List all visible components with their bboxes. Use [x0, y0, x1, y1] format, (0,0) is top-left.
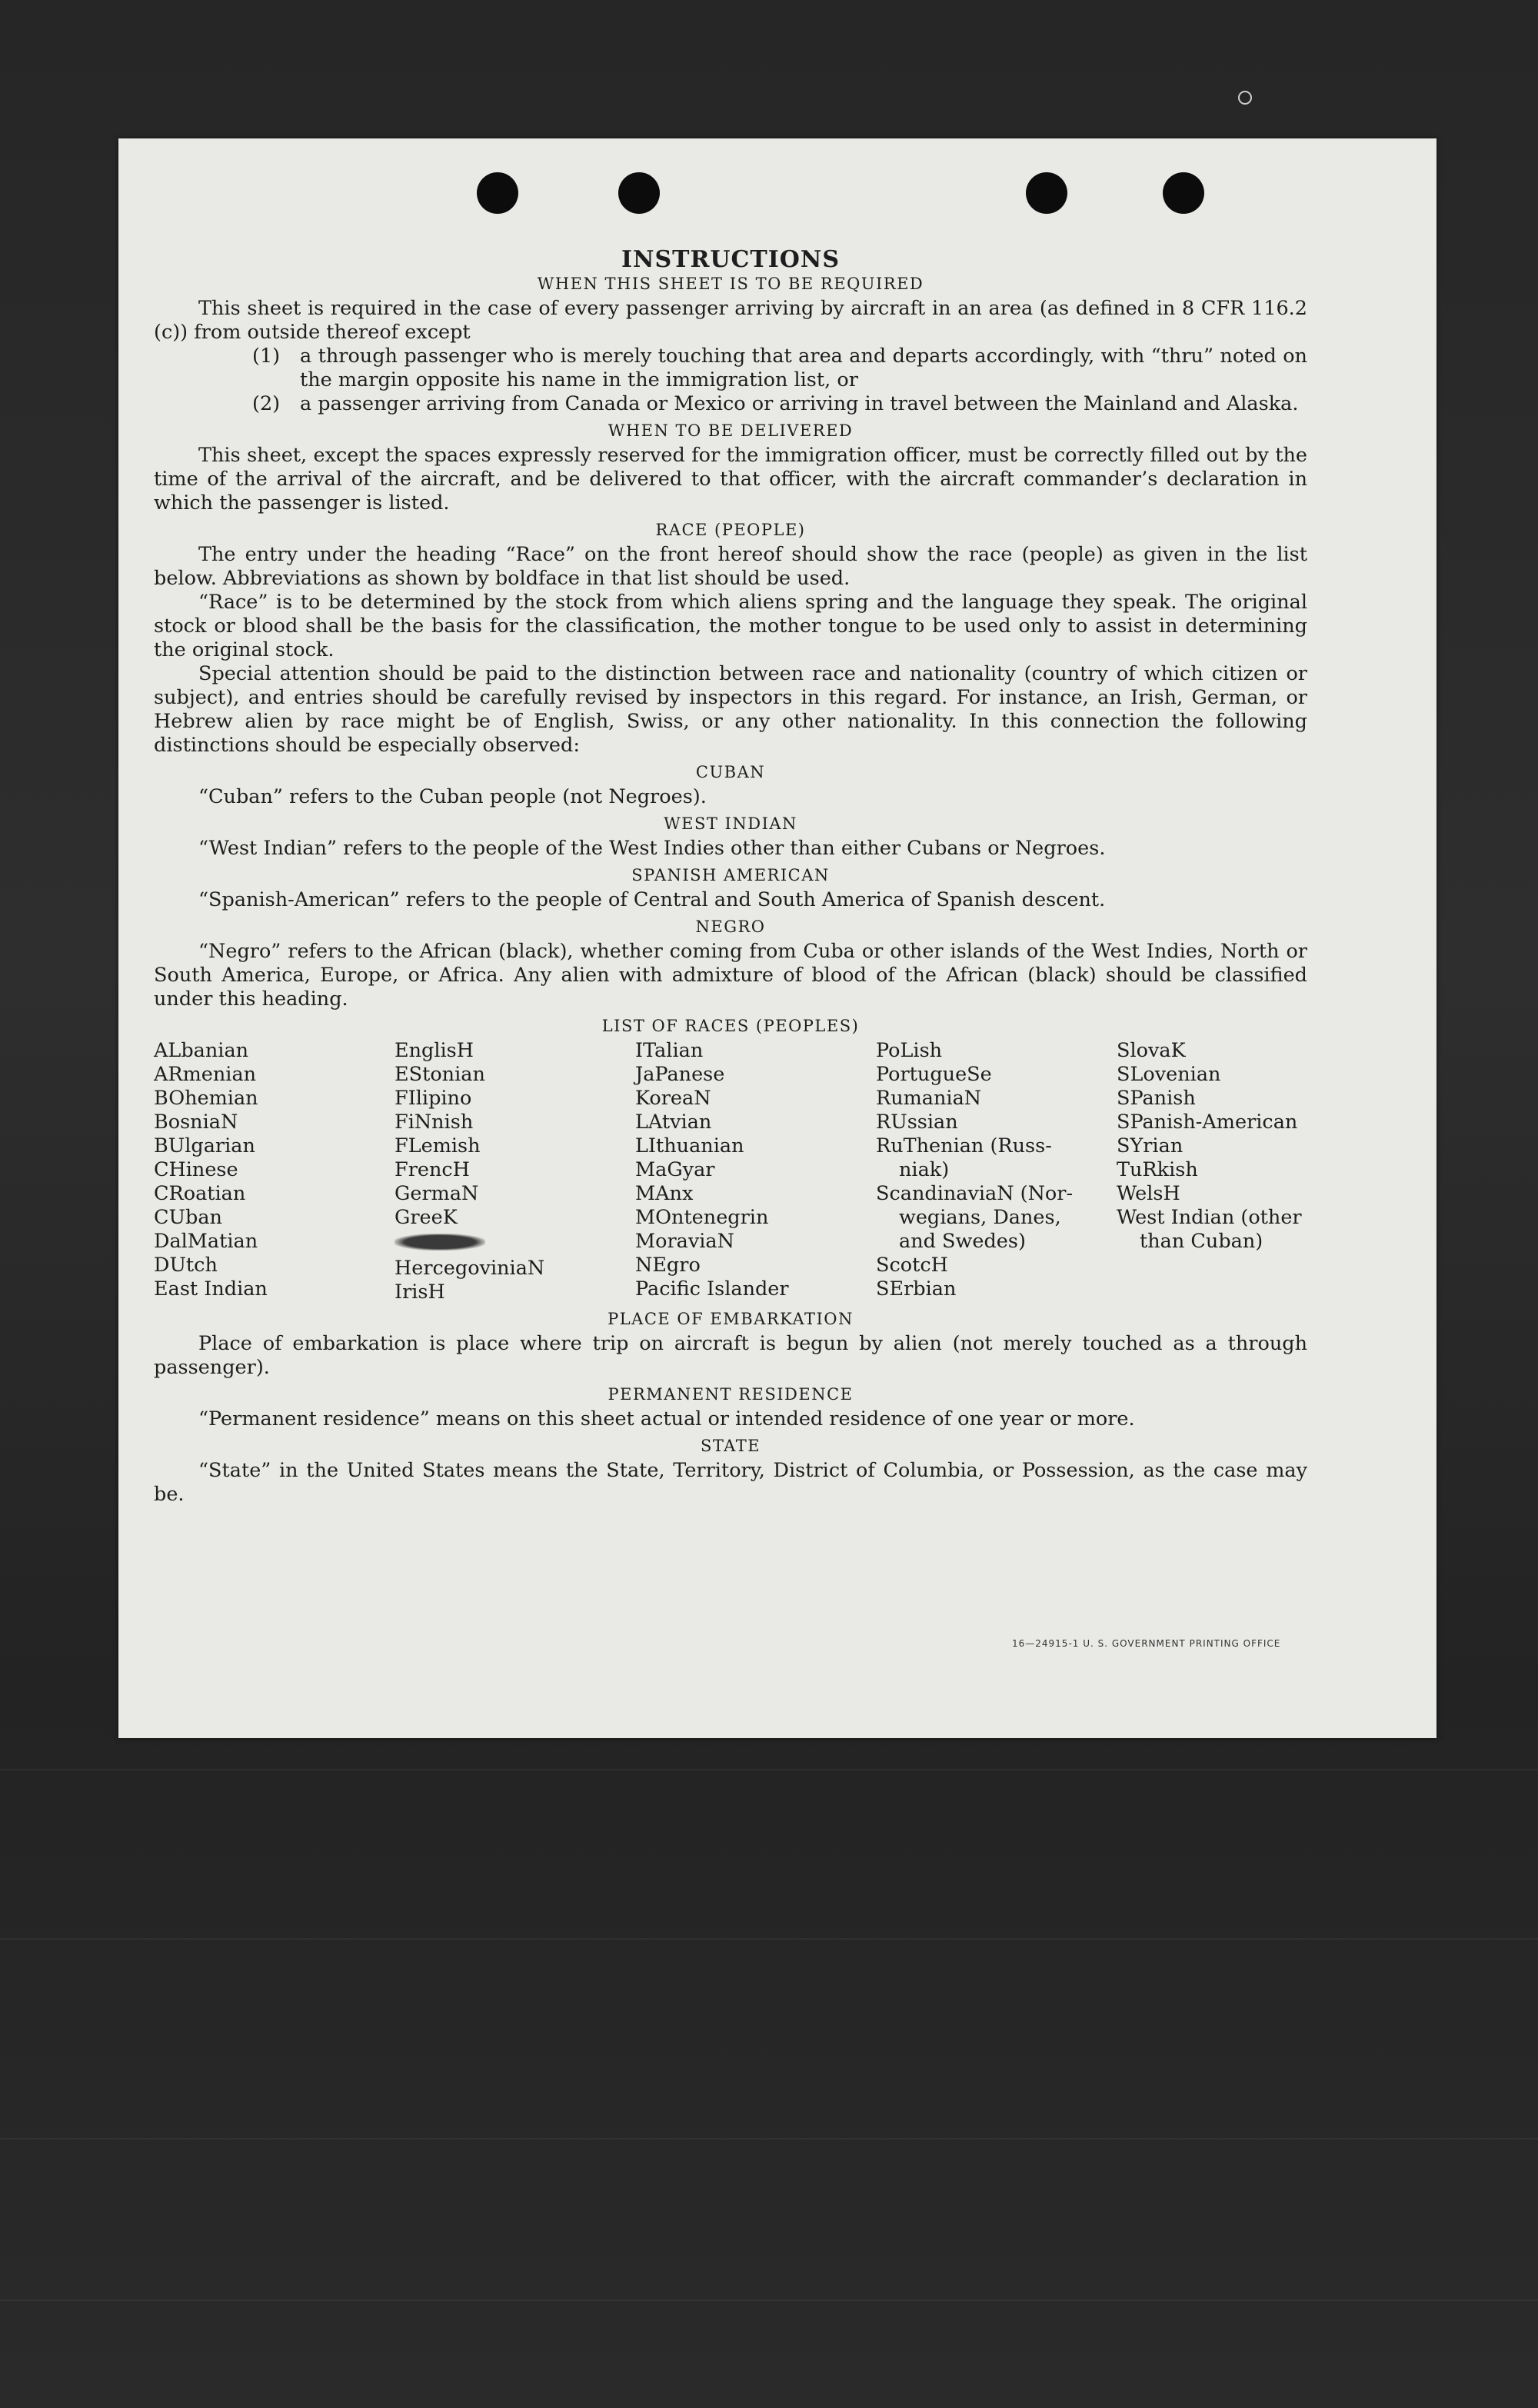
race-entry: DUtch	[154, 1254, 218, 1277]
race-entry: FIlipino	[394, 1087, 472, 1110]
race-entry: SYrian	[1117, 1134, 1183, 1157]
heading-west-indian: WEST INDIAN	[664, 814, 797, 833]
race-entry: PortugueSe	[876, 1063, 992, 1086]
race-entry: PoLish	[876, 1039, 943, 1062]
race-entry: CUban	[154, 1206, 222, 1229]
heading-required: WHEN THIS SHEET IS TO BE REQUIRED	[537, 275, 924, 293]
race-entry: IrisH	[394, 1281, 445, 1304]
punch-hole	[618, 172, 660, 214]
list-item-text: a passenger arriving from Canada or Mexico or arriving in travel between the Mainland and Alaska.	[300, 392, 1299, 415]
print-code: 16—24915-1 U. S. GOVERNMENT PRINTING OFFICE	[1012, 1638, 1281, 1649]
races-column	[394, 1039, 635, 1304]
race-entry: GreeK	[394, 1206, 458, 1229]
race-entry: LIthuanian	[635, 1134, 744, 1157]
heading-delivered: WHEN TO BE DELIVERED	[608, 421, 854, 440]
race-entry: Pacific Islander	[635, 1277, 789, 1301]
race-entry: FrencH	[394, 1158, 470, 1181]
race-entry: GermaN	[394, 1182, 479, 1205]
race-entry: CHinese	[154, 1158, 238, 1181]
race-entry: and Swedes)	[899, 1230, 1026, 1253]
race-entry: MOntenegrin	[635, 1206, 769, 1229]
list-item	[252, 392, 1307, 416]
race-entry: RUssian	[876, 1111, 958, 1134]
race-entry: LAtvian	[635, 1111, 712, 1134]
page-title: INSTRUCTIONS	[621, 246, 840, 273]
race-entry: KoreaN	[635, 1087, 711, 1110]
cuban-text: “Cuban” refers to the Cuban people (not Negroes).	[198, 785, 707, 808]
race-entry: SlovaK	[1117, 1039, 1186, 1062]
race-entry: EnglisH	[394, 1039, 474, 1062]
heading-race: RACE (PEOPLE)	[655, 521, 806, 539]
heading-negro: NEGRO	[695, 918, 766, 936]
heading-spanish-american: SPANISH AMERICAN	[631, 866, 830, 884]
race-entry: RuThenian (Russ-	[876, 1134, 1052, 1157]
race-entry: MaGyar	[635, 1158, 715, 1181]
race-entry: wegians, Danes,	[899, 1206, 1061, 1229]
west-indian-text: “West Indian” refers to the people of the West Indies other than either Cubans or Negroes.	[198, 837, 1106, 860]
race-entry: SPanish	[1117, 1087, 1196, 1110]
spanish-american-text: “Spanish-American” refers to the people of Central and South America of Spanish descent.	[198, 888, 1106, 911]
list-item-number: (2)	[252, 392, 281, 415]
negro-text: “Negro” refers to the African (black), whether coming from Cuba or other islands of the West Indies, North or South America, Europe, or Africa. Any alien with admixture of blood of the African (black) should be classified under this heading.	[154, 940, 1307, 1011]
race-entry: DalMatian	[154, 1230, 258, 1253]
heading-cuban: CUBAN	[695, 763, 766, 781]
heading-state: STATE	[700, 1437, 761, 1455]
race-entry: West Indian (other	[1117, 1206, 1302, 1229]
state-text: “State” in the United States means the State, Territory, District of Columbia, or Possession, as the case may be.	[154, 1459, 1307, 1506]
punch-hole	[477, 172, 518, 214]
heading-embarkation: PLACE OF EMBARKATION	[608, 1310, 854, 1328]
list-item	[252, 345, 1307, 392]
race-entry: BUlgarian	[154, 1134, 255, 1157]
required-intro: This sheet is required in the case of every passenger arriving by aircraft in an area (as defined in 8 CFR 116.2 (c)) from outside thereof except	[154, 297, 1307, 344]
punch-hole	[1026, 172, 1067, 214]
race-entry: BOhemian	[154, 1087, 258, 1110]
delivered-text: This sheet, except the spaces expressly reserved for the immigration officer, must be correctly filled out by the time of the arrival of the aircraft, and be delivered to that officer, with the aircraft commander’s declaration in which the passenger is listed.	[154, 444, 1307, 515]
race-paragraph-1: The entry under the heading “Race” on the front hereof should show the race (people) as given in the list below. Abbreviations as shown by boldface in that list should be used.	[154, 543, 1307, 590]
race-entry: SErbian	[876, 1277, 957, 1301]
residence-text: “Permanent residence” means on this sheet actual or intended residence of one year or more.	[198, 1407, 1135, 1430]
race-entry: JaPanese	[635, 1063, 725, 1086]
race-entry: ScotcH	[876, 1254, 948, 1277]
corner-mark	[1238, 91, 1252, 105]
race-paragraph-3: Special attention should be paid to the distinction between race and nationality (country of which citizen or subject), and entries should be carefully revised by inspectors in this regard. For instance, an Irish, German, or Hebrew alien by race might be of English, Swiss, or any other nationality. In this connection the following distinctions should be especially observed:	[154, 662, 1307, 757]
race-entry: TuRkish	[1117, 1158, 1198, 1181]
race-entry: BosniaN	[154, 1111, 238, 1134]
race-entry: NEgro	[635, 1254, 701, 1277]
race-entry: RumaniaN	[876, 1087, 982, 1110]
instruction-sheet	[118, 138, 1436, 1738]
heading-races-list: LIST OF RACES (PEOPLES)	[601, 1017, 860, 1035]
races-list	[154, 1039, 1307, 1304]
ink-blot	[394, 1234, 485, 1251]
race-entry: MAnx	[635, 1182, 694, 1205]
embarkation-text: Place of embarkation is place where trip on aircraft is begun by alien (not merely touched as a through passenger).	[154, 1332, 1307, 1379]
race-entry: MoraviaN	[635, 1230, 734, 1253]
races-column	[876, 1039, 1117, 1304]
race-entry: niak)	[899, 1158, 950, 1181]
race-entry: ScandinaviaN (Nor-	[876, 1182, 1074, 1205]
race-entry: SLovenian	[1117, 1063, 1221, 1086]
race-paragraph-2: “Race” is to be determined by the stock from which aliens spring and the language they speak. The original stock or blood shall be the basis for the classification, the mother tongue to be used only to assist in determining the original stock.	[154, 591, 1307, 661]
races-column	[635, 1039, 876, 1304]
race-entry: SPanish-American	[1117, 1111, 1298, 1134]
sheet-content	[154, 246, 1307, 1507]
races-column	[154, 1039, 394, 1304]
list-item-text: a through passenger who is merely touching that area and departs accordingly, with “thru” noted on the margin opposite his name in the immigration list, or	[300, 345, 1307, 391]
race-entry: than Cuban)	[1140, 1230, 1263, 1253]
race-entry: FiNnish	[394, 1111, 474, 1134]
race-entry: East Indian	[154, 1277, 268, 1301]
races-column	[1117, 1039, 1357, 1304]
race-entry: ITalian	[635, 1039, 704, 1062]
redacted-entry	[394, 1230, 635, 1257]
punch-hole	[1163, 172, 1204, 214]
race-entry: WelsH	[1117, 1182, 1180, 1205]
heading-residence: PERMANENT RESIDENCE	[608, 1385, 854, 1404]
race-entry: CRoatian	[154, 1182, 246, 1205]
race-entry: EStonian	[394, 1063, 485, 1086]
list-item-number: (1)	[252, 345, 281, 368]
race-entry: HercegoviniaN	[394, 1257, 545, 1280]
race-entry: FLemish	[394, 1134, 481, 1157]
race-entry: ARmenian	[154, 1063, 257, 1086]
race-entry: ALbanian	[154, 1039, 249, 1062]
